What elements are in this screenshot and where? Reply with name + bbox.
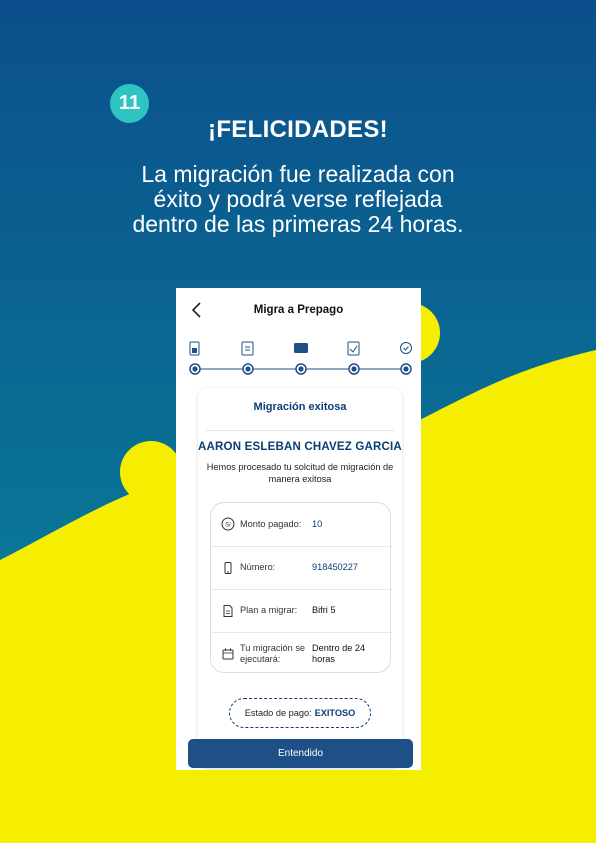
row-plan [211,589,392,631]
success-card [198,388,402,768]
row-label: Tu migración se ejecutará: [240,642,306,664]
step-number-badge: 11 [110,84,149,123]
document-icon [221,604,235,618]
row-label: Plan a migrar: [240,605,298,615]
row-number [211,546,392,588]
progress-stepper [176,338,421,378]
sim-card-icon [190,342,199,355]
payment-status-badge [229,698,371,728]
chevron-left-icon[interactable] [190,300,206,320]
yellow-circle-small [120,441,182,503]
divider [206,430,394,431]
row-value: 918450227 [312,562,358,572]
card-icon [294,343,308,353]
clipboard-check-icon [348,342,359,355]
soles-icon [221,517,235,531]
success-description: Hemos procesado tu solcitud de migración de manera exitosa [206,462,394,484]
row-amount [211,503,392,545]
app-header [176,288,421,332]
check-circle-icon [401,343,412,354]
subtext: La migración fue realizada con éxito y podrá verse reflejada dentro de las primeras 24 horas. [132,161,464,237]
row-label: Número: [240,562,276,572]
details-panel [210,502,391,673]
card-title: Migración exitosa [253,401,347,413]
row-schedule [211,632,392,674]
understood-button[interactable]: Entendido [188,739,413,768]
row-label: Monto pagado: [240,518,302,529]
status-label: Estado de pago: [244,708,312,718]
customer-name: AARON ESLEBAN CHAVEZ GARCIA [198,441,402,453]
phone-screen [176,288,421,770]
row-value: 10 [312,518,323,529]
row-value: Dentro de 24 horas [312,642,366,664]
headline: ¡FELICIDADES! [208,116,388,143]
status-value: EXITOSO [314,708,356,718]
app-title: Migra a Prepago [253,304,344,316]
clipboard-icon [242,342,253,355]
calendar-icon [221,647,235,661]
phone-icon [221,561,235,575]
svg-text:S/: S/ [225,522,231,529]
row-value: Bifri 5 [312,605,336,615]
